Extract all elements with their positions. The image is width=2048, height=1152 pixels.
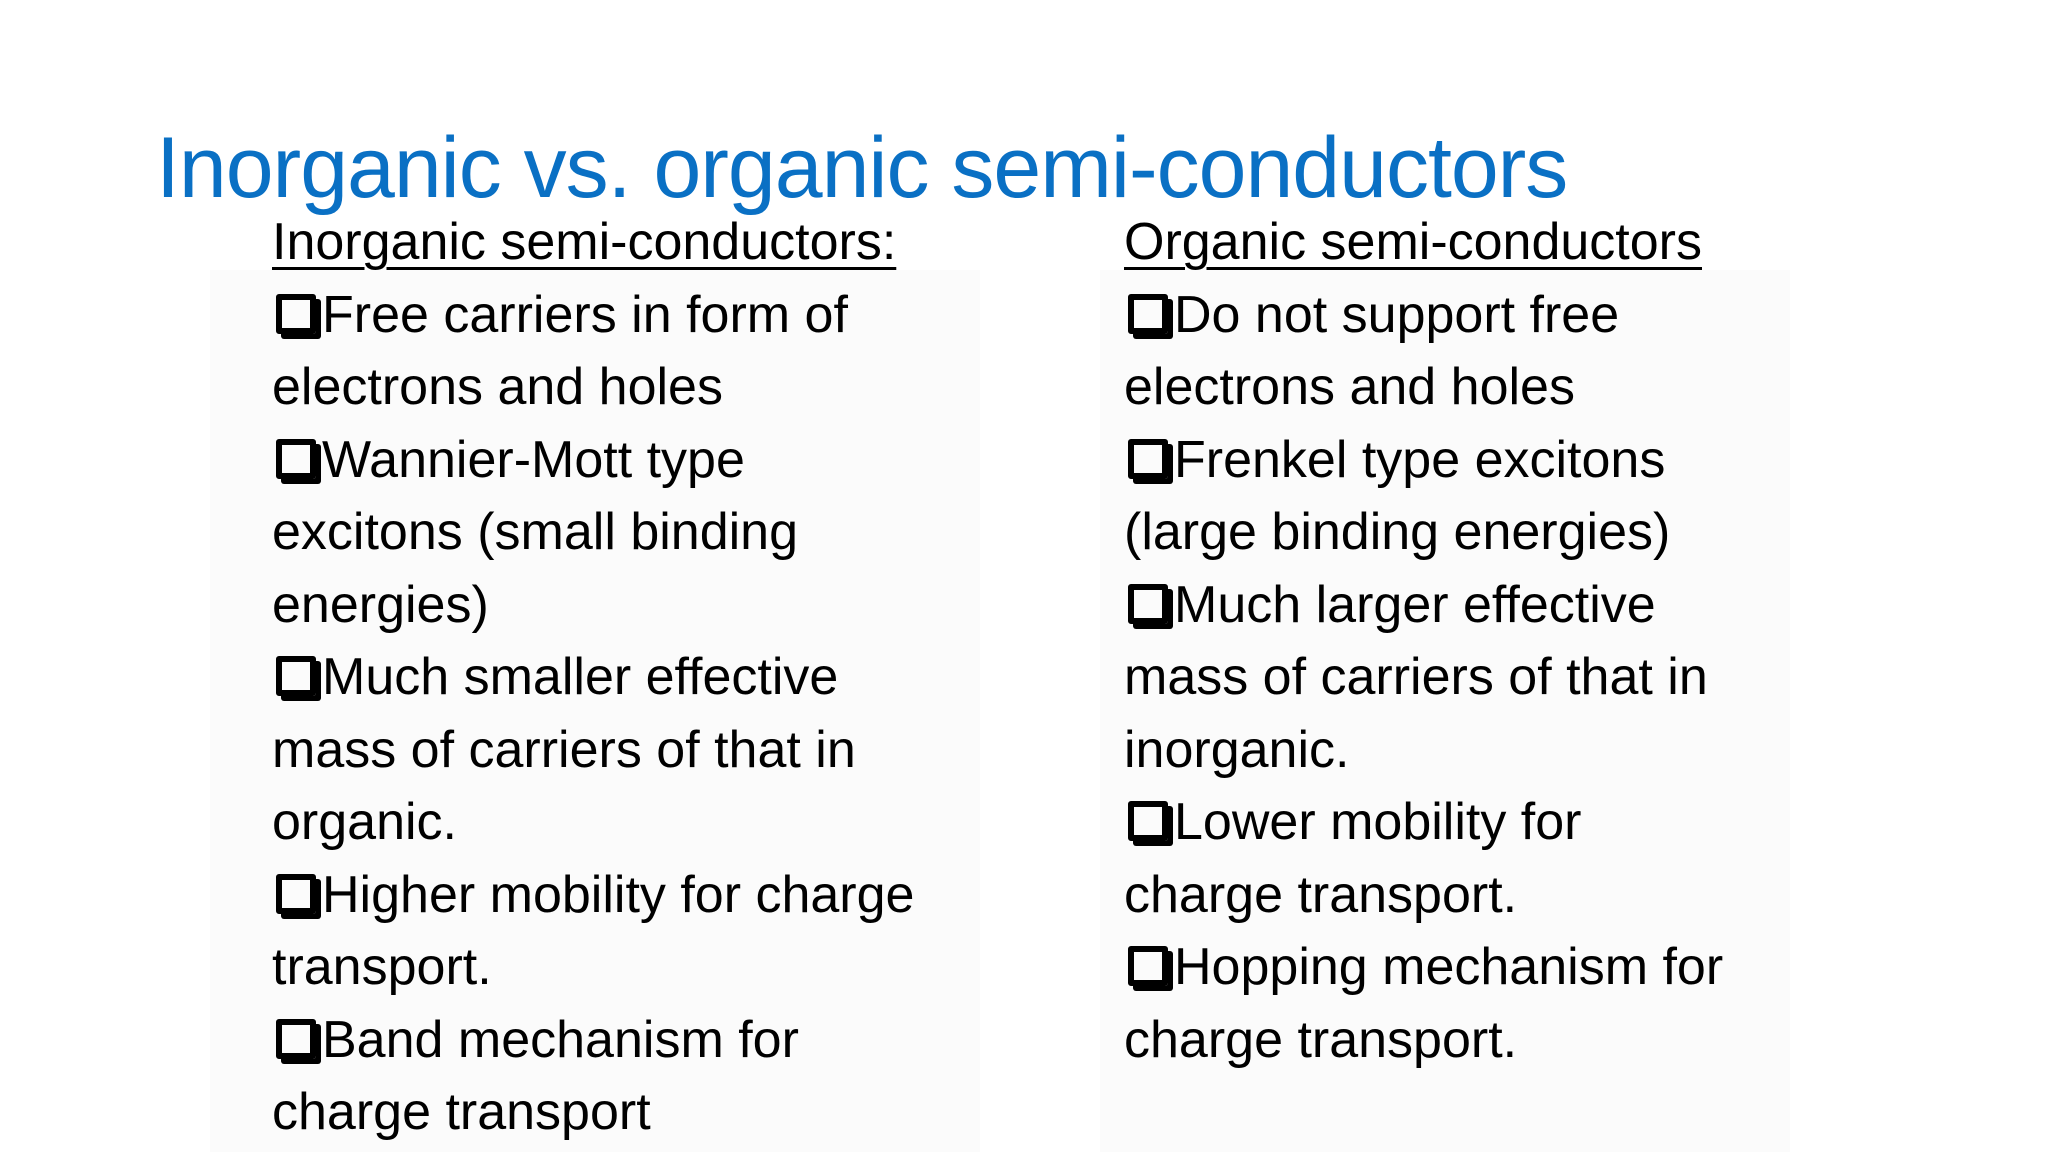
right-list-item	[1124, 279, 1723, 424]
left-list-item	[272, 1004, 914, 1149]
checkbox-icon	[276, 1019, 316, 1059]
right-list-item	[1124, 931, 1723, 1076]
left-item-3-line-2: mass of carriers of that in	[272, 720, 856, 779]
checkbox-icon	[1128, 584, 1168, 624]
right-list-item	[1124, 424, 1723, 569]
right-item-3-line-3: inorganic.	[1124, 720, 1350, 779]
right-item-1-line-1: Do not support free	[1174, 285, 1620, 344]
checkbox-icon	[276, 439, 316, 479]
right-item-1-line-2: electrons and holes	[1124, 358, 1575, 416]
checkbox-icon	[276, 656, 316, 696]
right-column-heading: Organic semi-conductors	[1124, 213, 1702, 271]
left-item-2-line-1: Wannier-Mott type	[322, 430, 745, 489]
left-item-1-line-2: electrons and holes	[272, 358, 723, 416]
left-list-item	[272, 859, 914, 1004]
checkbox-icon	[276, 874, 316, 914]
checkbox-icon	[1128, 439, 1168, 479]
left-item-3-line-3: organic.	[272, 793, 457, 851]
left-item-4-line-1: Higher mobility for charge	[322, 865, 915, 924]
left-item-3-line-1: Much smaller effective	[322, 648, 839, 706]
left-item-1-line-1: Free carriers in form of	[322, 285, 848, 344]
left-list-item	[272, 641, 914, 859]
left-column	[272, 206, 914, 1149]
right-list-item	[1124, 569, 1723, 787]
right-item-3-line-1: Much larger effective	[1174, 575, 1656, 634]
right-item-2-line-1: Frenkel type excitons	[1174, 430, 1666, 489]
left-item-5-line-1: Band mechanism for	[322, 1010, 799, 1069]
right-item-3-line-2: mass of carriers of that in	[1124, 648, 1708, 706]
left-item-4-line-2: transport.	[272, 938, 492, 996]
checkbox-icon	[1128, 946, 1168, 986]
right-item-5-line-2: charge transport.	[1124, 1010, 1518, 1069]
right-item-5-line-1: Hopping mechanism for	[1174, 938, 1724, 996]
right-item-4-line-1: Lower mobility for	[1174, 793, 1582, 851]
checkbox-icon	[1128, 801, 1168, 841]
left-item-2-line-2: excitons (small binding	[272, 503, 799, 561]
checkbox-icon	[1128, 294, 1168, 334]
left-item-5-line-2: charge transport	[272, 1083, 651, 1141]
left-list-item	[272, 424, 914, 642]
left-column-heading: Inorganic semi-conductors:	[272, 213, 897, 271]
right-item-2-line-2: (large binding energies)	[1124, 503, 1671, 561]
slide-title: Inorganic vs. organic semi-conductors	[156, 120, 1568, 216]
right-item-4-line-2: charge transport.	[1124, 865, 1518, 924]
checkbox-icon	[276, 294, 316, 334]
left-list-item	[272, 279, 914, 424]
left-item-2-line-3: energies)	[272, 575, 489, 634]
right-column	[1124, 206, 1723, 1076]
right-list-item	[1124, 786, 1723, 931]
